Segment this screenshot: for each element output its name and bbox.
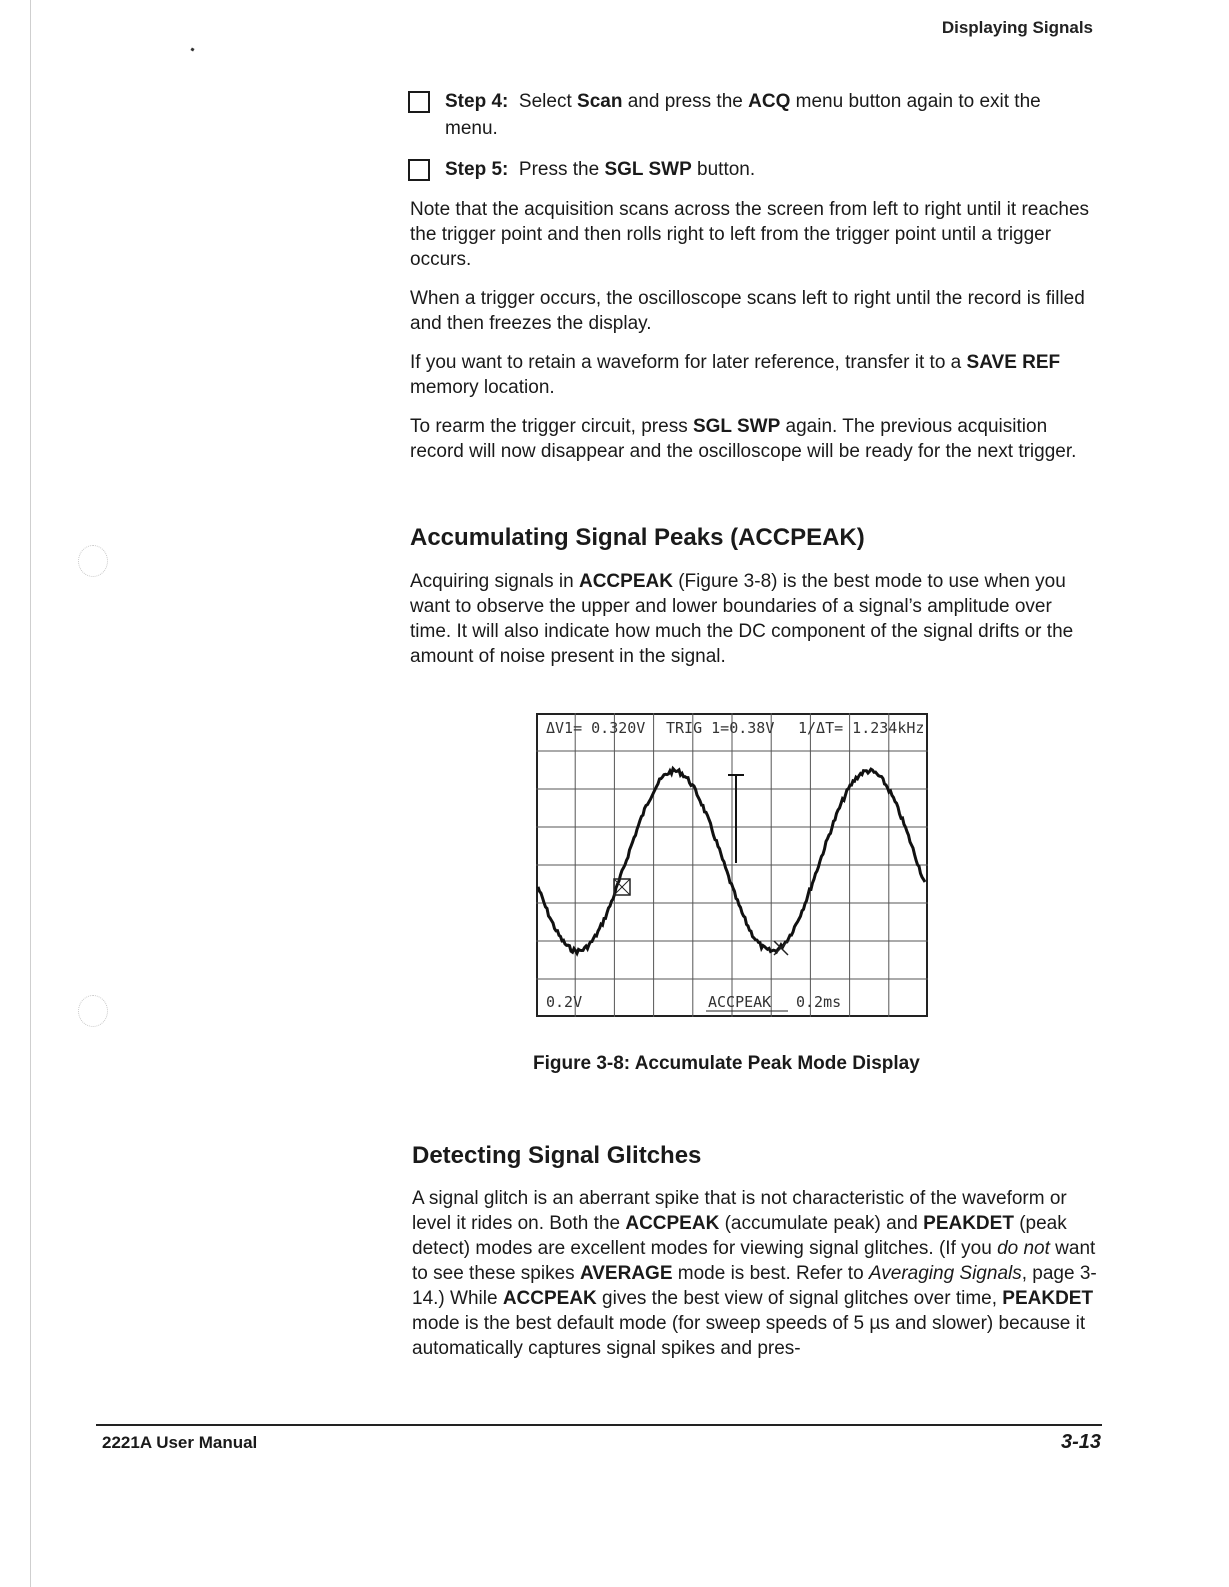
- punch-hole: [78, 545, 108, 577]
- readout-time-div: 0.2ms: [796, 993, 842, 1011]
- footer-manual-title: 2221A User Manual: [102, 1433, 258, 1452]
- paragraph: Acquiring signals in ACCPEAK (Figure 3-8) is the best mode to use when you want to observe the upper and lower boundaries of a signal’s amplitude over time. It will also indicate how much the DC component of the signal drifts or the amount of noise present in the signal.: [410, 571, 1074, 667]
- section-heading: Accumulating Signal Peaks (ACCPEAK): [410, 524, 865, 551]
- paragraph: Note that the acquisition scans across the screen from left to right until it reaches the trigger point and then rolls right to left from the trigger point until a trigger occurs.: [410, 199, 1090, 270]
- punch-hole: [78, 995, 108, 1027]
- readout-volts-div: 0.2V: [546, 993, 583, 1011]
- step-checkbox[interactable]: [408, 159, 430, 181]
- footer-rule: [96, 1424, 1102, 1426]
- step-label: Step 5:: [445, 159, 509, 180]
- step-4: Step 4: Select Scan and press the ACQ menu button again to exit the menu.: [408, 88, 1098, 142]
- paragraph: When a trigger occurs, the oscilloscope scans left to right until the record is filled and then freezes the display.: [410, 288, 1085, 334]
- paragraph: To rearm the trigger circuit, press SGL SWP again. The previous acquisition record will now disappear and the oscilloscope will be ready for the next trigger.: [410, 416, 1077, 462]
- step-label: Step 4:: [445, 91, 509, 112]
- figure-caption: Figure 3-8: Accumulate Peak Mode Display: [533, 1053, 920, 1074]
- scan-speck: [190, 47, 194, 51]
- page-number: 3-13: [1060, 1431, 1101, 1453]
- oscilloscope-display: [536, 713, 928, 1017]
- binding-edge: [30, 0, 31, 1587]
- readout-trigger: TRIG 1=0.38V: [666, 719, 775, 737]
- step-5: Step 5: Press the SGL SWP button.: [408, 156, 1098, 183]
- paragraph: If you want to retain a waveform for later reference, transfer it to a SAVE REF memory location.: [410, 352, 1061, 398]
- step-checkbox[interactable]: [408, 91, 430, 113]
- readout-mode: ACCPEAK: [708, 993, 772, 1011]
- readout-delta-v: ΔV1= 0.320V: [546, 719, 646, 737]
- paragraph: A signal glitch is an aberrant spike that is not characteristic of the waveform or level it rides on. Both the ACCPEAK (accumulate peak) and PEAKDET (peak detect) modes are excellent modes for viewing signal glitches. (If you do not want to see these spikes AVERAGE mode is best. Refer to Averaging Signals, page 3-14.) While ACCPEAK gives the best view of signal glitches over time, PEAKDET mode is the best default mode (for sweep speeds of 5 µs and slower) because it automatically captures signal spikes and pres-: [412, 1188, 1097, 1359]
- section-heading: Detecting Signal Glitches: [412, 1142, 702, 1169]
- running-header: Displaying Signals: [941, 18, 1093, 37]
- readout-frequency: 1/ΔT= 1.234kHz: [798, 719, 925, 737]
